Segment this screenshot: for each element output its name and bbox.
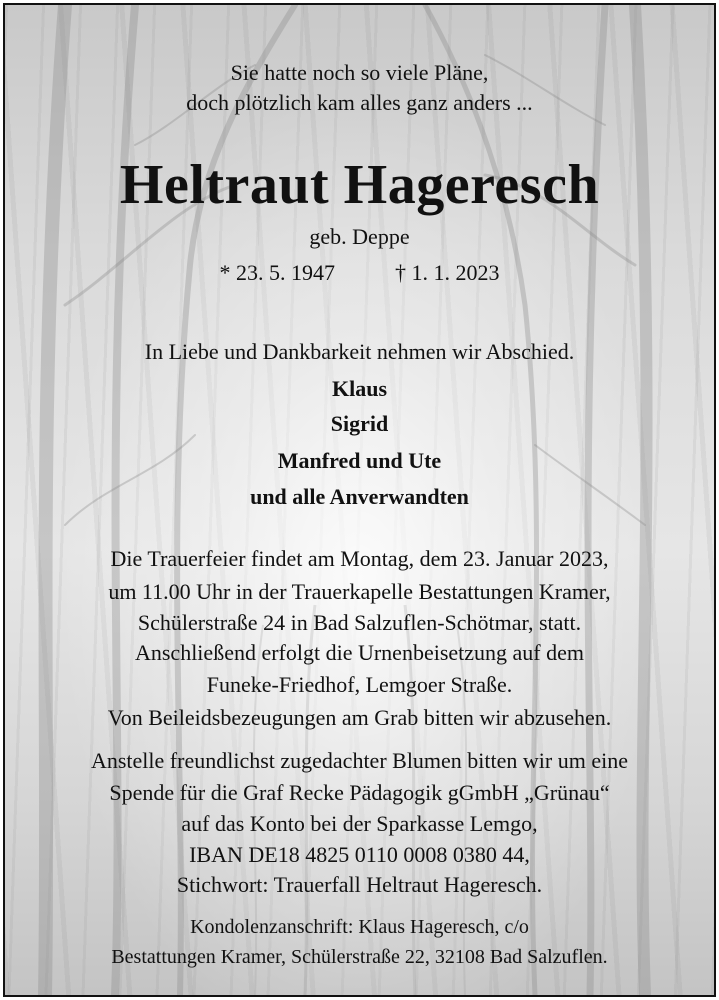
donation-line: Stichwort: Trauerfall Heltraut Hageresch.: [176, 872, 543, 897]
funeral-line: um 11.00 Uhr in der Trauerkapelle Bestattungen Kramer,: [108, 579, 611, 604]
death-date: † 1. 1. 2023: [395, 260, 500, 285]
funeral-line: Anschließend erfolgt die Urnenbeisetzung auf dem: [134, 640, 584, 665]
birth-date: * 23. 5. 1947: [219, 260, 335, 285]
donation-line: Anstelle freundlichst zugedachter Blumen bitten wir um eine: [90, 748, 628, 773]
deceased-name: Heltraut Hageresch: [119, 154, 600, 216]
funeral-line: Die Trauerfeier findet am Montag, dem 23. Januar 2023,: [110, 546, 609, 571]
intro-line-1: Sie hatte noch so viele Pläne,: [230, 60, 489, 85]
mourner-name: Manfred und Ute: [277, 448, 442, 473]
donation-line: auf das Konto bei der Sparkasse Lemgo,: [181, 811, 538, 836]
condolence-line-1: Kondolenzanschrift: Klaus Hageresch, c/o: [190, 916, 529, 938]
condolence-line-2: Bestattungen Kramer, Schülerstraße 22, 32108 Bad Salzuflen.: [111, 946, 608, 968]
birth-name: geb. Deppe: [309, 224, 410, 249]
funeral-line: Von Beileidsbezeugungen am Grab bitten wir abzusehen.: [107, 705, 612, 730]
life-dates: [5, 259, 714, 287]
funeral-line: Schülerstraße 24 in Bad Salzuflen-Schötmar, statt.: [137, 610, 582, 635]
farewell-line: In Liebe und Dankbarkeit nehmen wir Abschied.: [144, 339, 575, 364]
donation-line: IBAN DE18 4825 0110 0008 0380 44,: [189, 842, 530, 867]
donation-line: Spende für die Graf Recke Pädagogik gGmbH „Grünau“: [109, 780, 610, 805]
obituary-text: [5, 5, 714, 995]
funeral-line: Funeke-Friedhof, Lemgoer Straße.: [206, 672, 513, 697]
obituary-card: [3, 3, 716, 997]
mourner-name: Sigrid: [330, 411, 389, 436]
mourner-name: Klaus: [331, 376, 388, 401]
intro-line-2: doch plötzlich kam alles ganz anders ...: [186, 90, 533, 115]
mourner-name: und alle Anverwandten: [250, 484, 469, 509]
